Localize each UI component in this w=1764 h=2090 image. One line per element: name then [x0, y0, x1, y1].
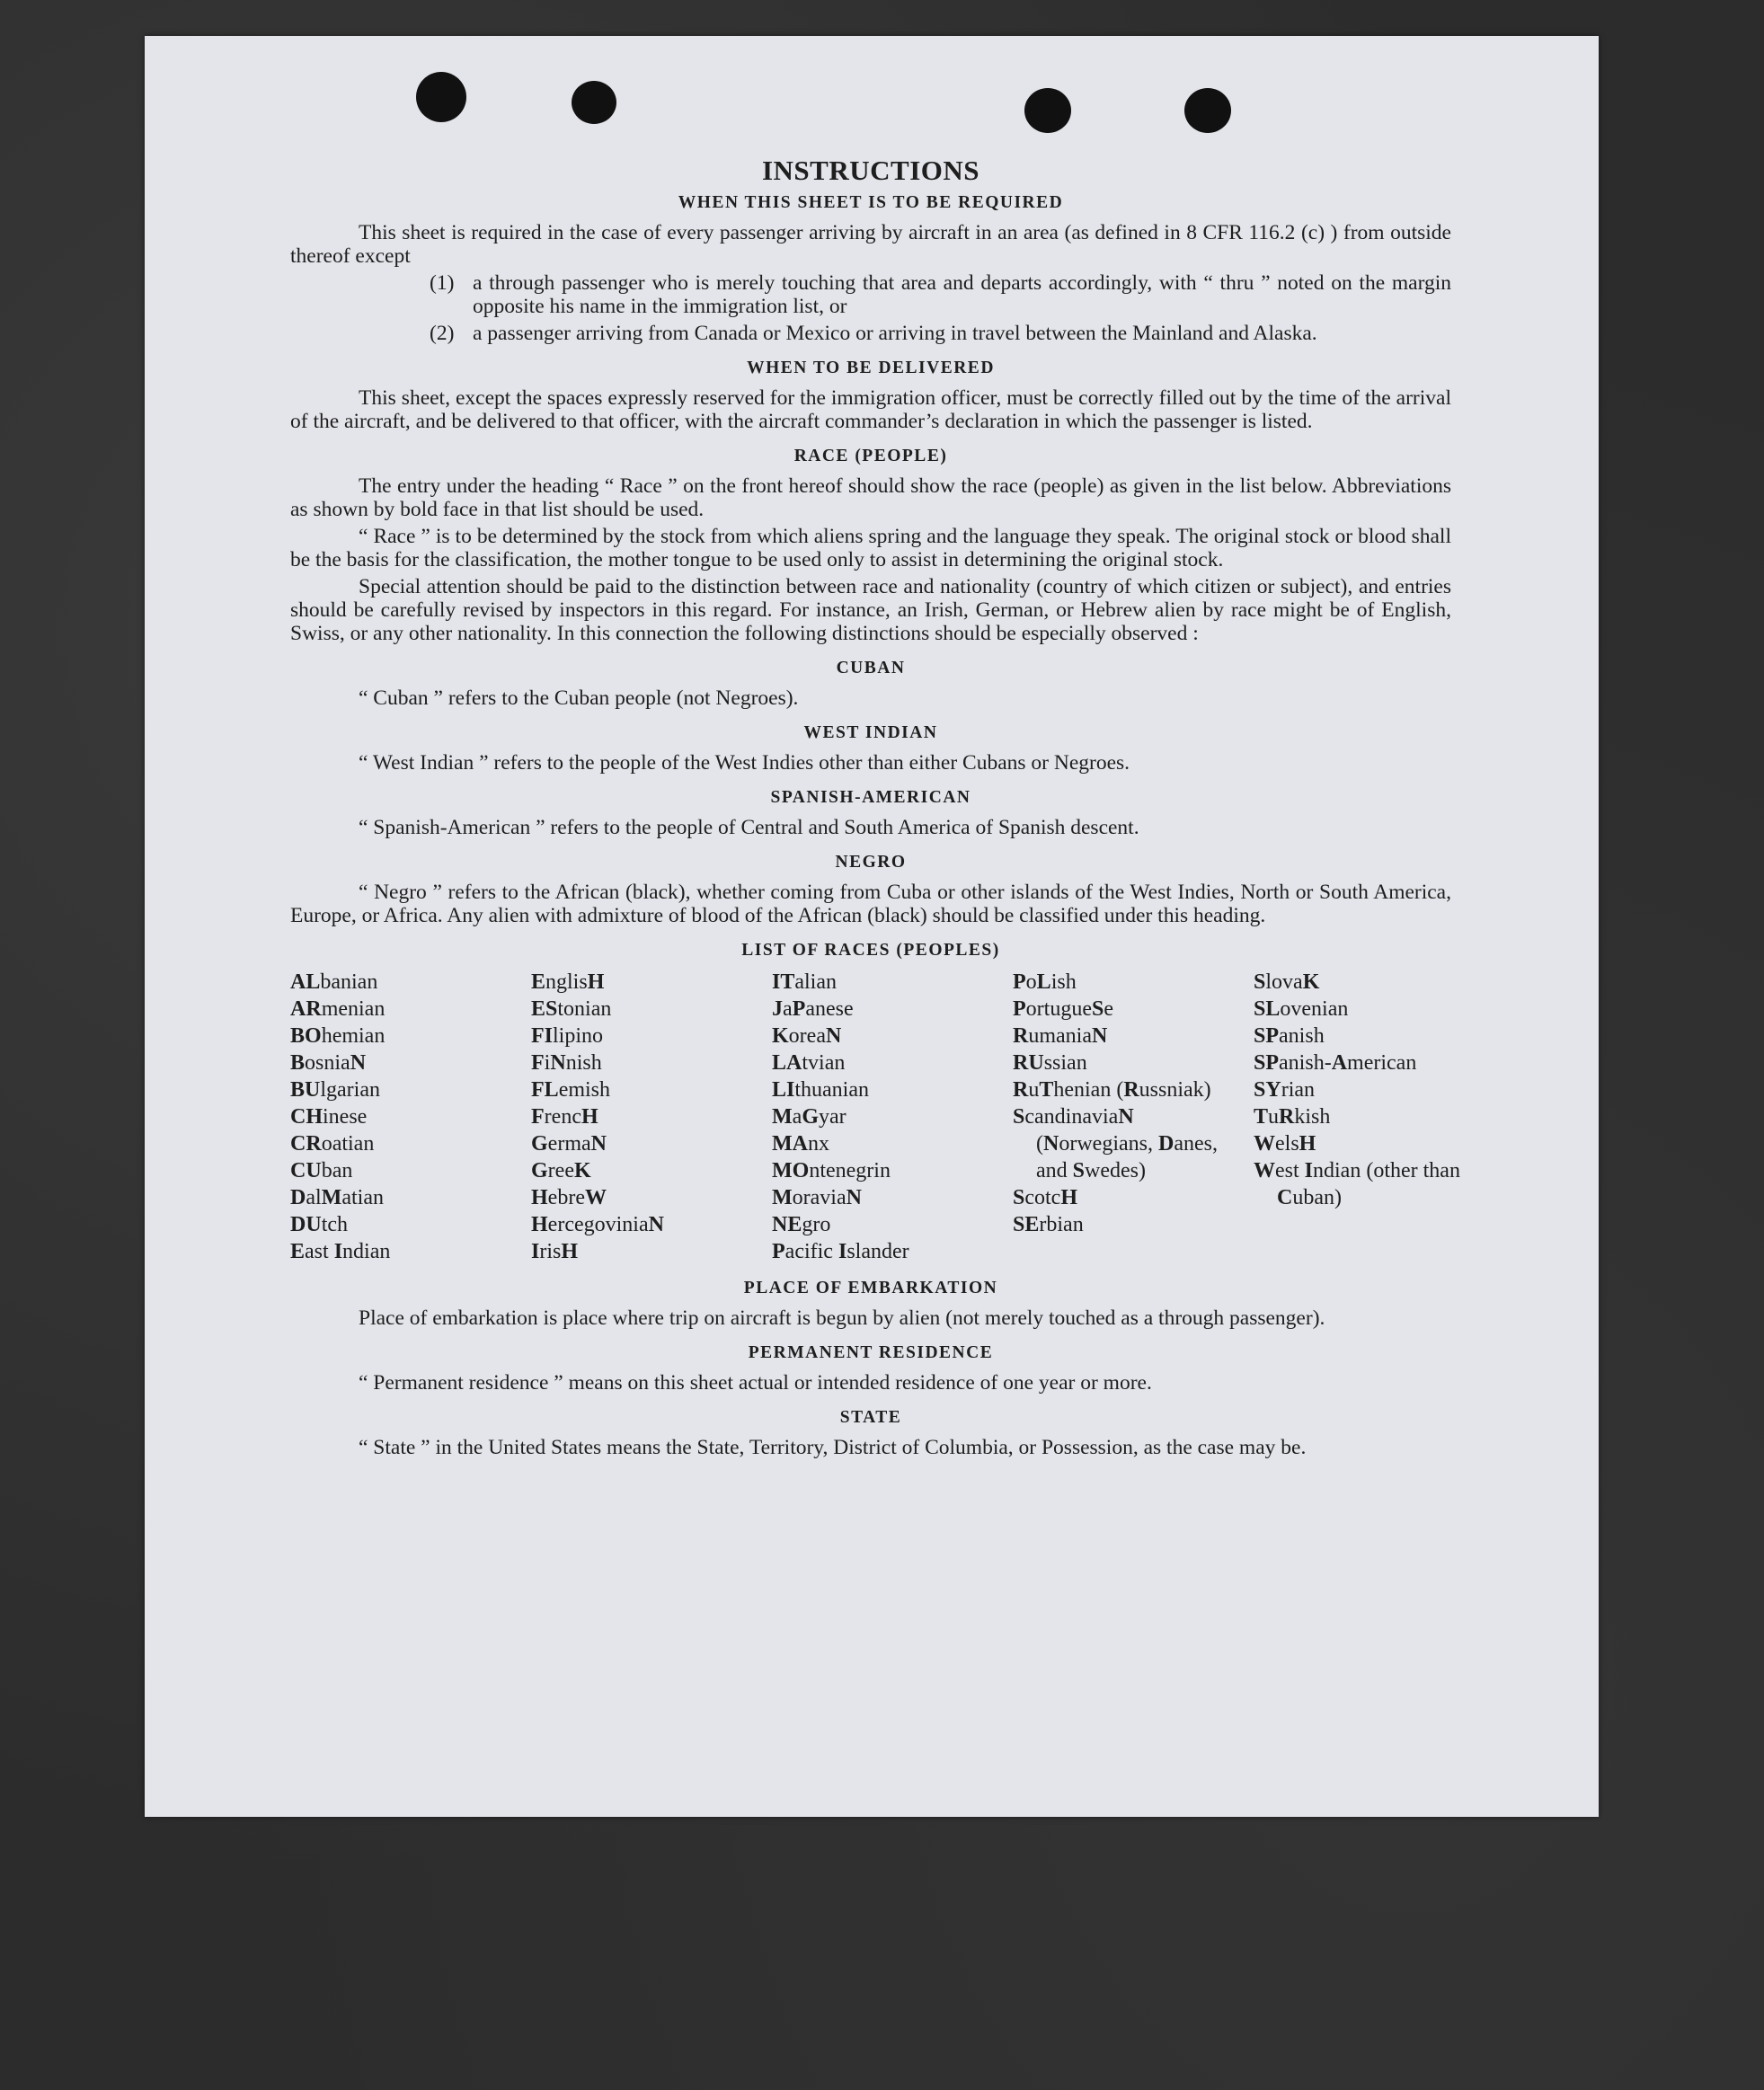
race-entry: RuThenian (Russniak): [1013, 1078, 1211, 1102]
race-entry: SPanish-American: [1254, 1051, 1417, 1075]
race-entry: PoLish: [1013, 970, 1077, 994]
race-entry: FIlipino: [531, 1024, 604, 1048]
heading-list-of-races: LIST OF RACES (PEOPLES): [741, 941, 1000, 960]
race-entry: CUban: [290, 1159, 353, 1182]
heading-when-required: WHEN THIS SHEET IS TO BE REQUIRED: [678, 193, 1064, 212]
punch-hole: [1024, 88, 1071, 133]
race-entry: MAnx: [772, 1132, 829, 1156]
exception-item: [430, 322, 1451, 345]
state-text: “ State ” in the United States means the State, Territory, District of Columbia, or Possession, as the case may be.: [359, 1436, 1307, 1459]
race-entry: West Indian (other than Cuban): [1254, 1159, 1460, 1209]
race-entry: NEgro: [772, 1213, 831, 1236]
race-entry: BosniaN: [290, 1051, 367, 1075]
race-entry: ALbanian: [290, 970, 378, 994]
embarkation-text: Place of embarkation is place where trip on aircraft is begun by alien (not merely touched as a through passenger).: [359, 1306, 1325, 1330]
race-entry: SYrian: [1254, 1078, 1316, 1102]
race-entry: DalMatian: [290, 1186, 384, 1209]
race-paragraph: “ Race ” is to be determined by the stock from which aliens spring and the language they speak. The original stock or blood shall be the basis for the classification, the mother tongue to be used only to assist in determining the original stock.: [290, 525, 1451, 571]
exception-item: [430, 271, 1451, 318]
race-entry: FLemish: [531, 1078, 611, 1102]
race-entry: MOntenegrin: [772, 1159, 891, 1182]
race-paragraph: The entry under the heading “ Race ” on the front hereof should show the race (people) as given in the list below. Abbreviations as shown by bold face in that list should be used.: [290, 474, 1451, 521]
races-column: [290, 969, 531, 1265]
heading-negro: NEGRO: [835, 853, 907, 872]
race-entry: RUssian: [1013, 1051, 1087, 1075]
cuban-text: “ Cuban ” refers to the Cuban people (not Negroes).: [359, 686, 799, 710]
race-entry: BOhemian: [290, 1024, 386, 1048]
race-entry: ITalian: [772, 970, 837, 994]
race-entry: SPanish: [1254, 1024, 1325, 1048]
punch-hole: [572, 81, 616, 124]
race-entry: KoreaN: [772, 1024, 842, 1048]
race-entry: RumaniaN: [1013, 1024, 1108, 1048]
race-entry: EStonian: [531, 997, 612, 1021]
heading-race: RACE (PEOPLE): [793, 447, 948, 465]
race-entry: JaPanese: [772, 997, 854, 1021]
race-entry: East Indian: [290, 1240, 391, 1263]
race-entry: SlovaK: [1254, 970, 1320, 994]
instructions-content: [290, 155, 1460, 1463]
races-column: [1013, 969, 1254, 1265]
negro-text: “ Negro ” refers to the African (black), whether coming from Cuba or other islands of the West Indies, North or South America, Europe, or Africa. Any alien with admixture of blood of the African (black) should be classified under this heading.: [290, 881, 1451, 927]
punch-hole: [416, 72, 466, 122]
race-entry: LAtvian: [772, 1051, 846, 1075]
race-entry: CHinese: [290, 1105, 368, 1129]
page-title: INSTRUCTIONS: [761, 155, 980, 186]
exception-text: a through passenger who is merely touching that area and departs accordingly, with “ thru ” noted on the margin opposite his name in the immigration list, or: [473, 271, 1451, 318]
race-entry: EnglisH: [531, 970, 605, 994]
race-entry: ScandinaviaN (Norwegians, Danes, and Swedes): [1013, 1105, 1218, 1182]
race-entry: MaGyar: [772, 1105, 847, 1129]
race-entry: IrisH: [531, 1240, 579, 1263]
race-entry: MoraviaN: [772, 1186, 862, 1209]
heading-west-indian: WEST INDIAN: [803, 723, 938, 742]
race-entry: SLovenian: [1254, 997, 1349, 1021]
west-indian-text: “ West Indian ” refers to the people of the West Indies other than either Cubans or Negroes.: [359, 751, 1130, 775]
residence-text: “ Permanent residence ” means on this sheet actual or intended residence of one year or more.: [359, 1371, 1152, 1395]
when-required-intro: This sheet is required in the case of every passenger arriving by aircraft in an area (as defined in 8 CFR 116.2 (c) ) from outside thereof except: [290, 221, 1451, 268]
race-entry: LIthuanian: [772, 1078, 869, 1102]
race-entry: HebreW: [531, 1186, 607, 1209]
race-entry: SErbian: [1013, 1213, 1084, 1236]
races-column: [772, 969, 1013, 1265]
races-column: [1254, 969, 1460, 1265]
race-entry: PortugueSe: [1013, 997, 1113, 1021]
exception-number: (1): [430, 271, 455, 295]
heading-spanish-american: SPANISH-AMERICAN: [770, 788, 971, 807]
race-paragraph: Special attention should be paid to the distinction between race and nationality (country of which citizen or subject), and entries should be carefully revised by inspectors in this regard. For instance, an Irish, German, or Hebrew alien by race might be of English, Swiss, or any other nationality. In this connection the following distinctions should be especially observed :: [290, 575, 1451, 645]
heading-residence: PERMANENT RESIDENCE: [748, 1343, 994, 1362]
heading-state: STATE: [839, 1408, 902, 1427]
race-entry: DUtch: [290, 1213, 349, 1236]
races-list: [290, 969, 1460, 1265]
race-entry: GreeK: [531, 1159, 591, 1182]
race-entry: TuRkish: [1254, 1105, 1331, 1129]
race-entry: BUlgarian: [290, 1078, 380, 1102]
exception-text: a passenger arriving from Canada or Mexico or arriving in travel between the Mainland and Alaska.: [473, 322, 1317, 345]
spanish-american-text: “ Spanish-American ” refers to the people of Central and South America of Spanish descent.: [359, 816, 1139, 839]
race-entry: WelsH: [1254, 1132, 1316, 1156]
heading-embarkation: PLACE OF EMBARKATION: [743, 1279, 998, 1297]
exception-number: (2): [430, 322, 455, 345]
races-column: [531, 969, 772, 1265]
punch-hole: [1184, 88, 1231, 133]
race-entry: Pacific Islander: [772, 1240, 909, 1263]
heading-when-delivered: WHEN TO BE DELIVERED: [747, 359, 995, 377]
race-entry: HercegoviniaN: [531, 1213, 664, 1236]
race-entry: FiNnish: [531, 1051, 602, 1075]
race-entry: CRoatian: [290, 1132, 375, 1156]
race-entry: ScotcH: [1013, 1186, 1078, 1209]
race-entry: ARmenian: [290, 997, 386, 1021]
heading-cuban: CUBAN: [836, 659, 906, 677]
when-delivered-text: This sheet, except the spaces expressly reserved for the immigration officer, must be correctly filled out by the time of the arrival of the aircraft, and be delivered to that officer, with the aircraft commander’s declaration in which the passenger is listed.: [290, 386, 1451, 433]
race-entry: GermaN: [531, 1132, 607, 1156]
race-entry: FrencH: [531, 1105, 598, 1129]
